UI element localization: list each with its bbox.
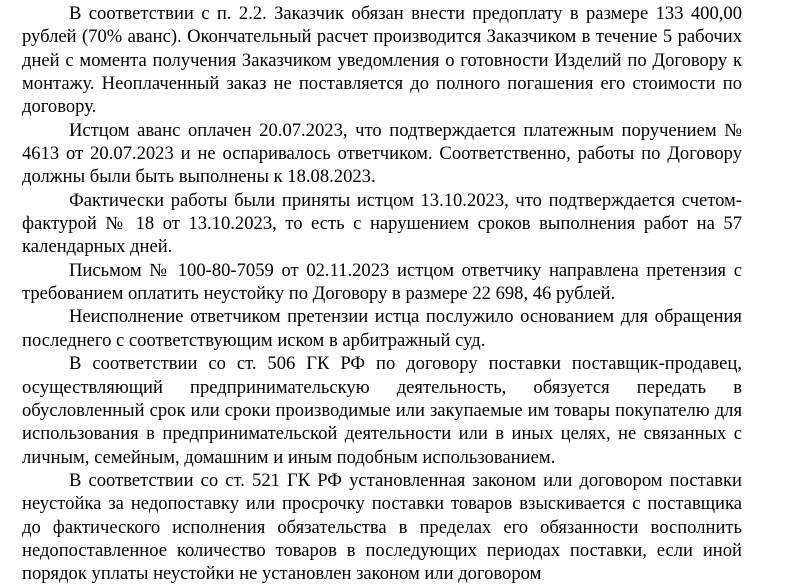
paragraph-works-accepted: Фактически работы были приняты истцом 13.10.2023, что подтверждается счетом-фактурой № 18 от 13.10.2023, то есть с нарушением сроков выполнения работ на 57 календарных дней.: [22, 189, 742, 258]
paragraph-advance-paid: Истцом аванс оплачен 20.07.2023, что подтверждается платежным поручением № 4613 от 20.07.2023 и не оспаривалось ответчиком. Соответственно, работы по Договору должны были быть выполнены к 18.08.2023.: [22, 119, 742, 188]
paragraph-court-appeal: Неисполнение ответчиком претензии истца послужило основанием для обращения последнего с соответствующим иском в арбитражный суд.: [22, 306, 742, 351]
document-page: [22, 2, 742, 586]
paragraph-claim-letter: Письмом № 100-80-7059 от 02.11.2023 истцом ответчику направлена претензия с требованием оплатить неустойку по Договору в размере 22 698, 46 рублей.: [22, 259, 742, 305]
paragraph-article-506: В соответствии со ст. 506 ГК РФ по договору поставки поставщик-продавец, осуществляющий предпринимательскую деятельность, обязуется передать в обусловленный срок или сроки производимые или закупаемые им товары покупателю для использования в предпринимательской деятельности или в иных целях, не связанных с личным, семейным, домашним и иным подобным использованием.: [22, 353, 742, 468]
paragraph-prepayment-terms: В соответствии с п. 2.2. Заказчик обязан внести предоплату в размере 133 400,00 рублей (70% аванс). Окончательный расчет производится Заказчиком в течение 5 рабочих дней с момента получения Заказчиком уведомления о готовности Изделий по Договору к монтажу. Неоплаченный заказ не поставляется до полного погашения его стоимости по договору.: [22, 3, 742, 118]
paragraph-article-521: В соответствии со ст. 521 ГК РФ установленная законом или договором поставки неустойка за недопоставку или просрочку поставки товаров взыскивается с поставщика до фактического исполнения обязательства в пределах его обязанности восполнить недопоставленное количество товаров в последующих периодах поставки, если иной порядок уплаты неустойки не установлен законом или договором: [22, 469, 742, 585]
